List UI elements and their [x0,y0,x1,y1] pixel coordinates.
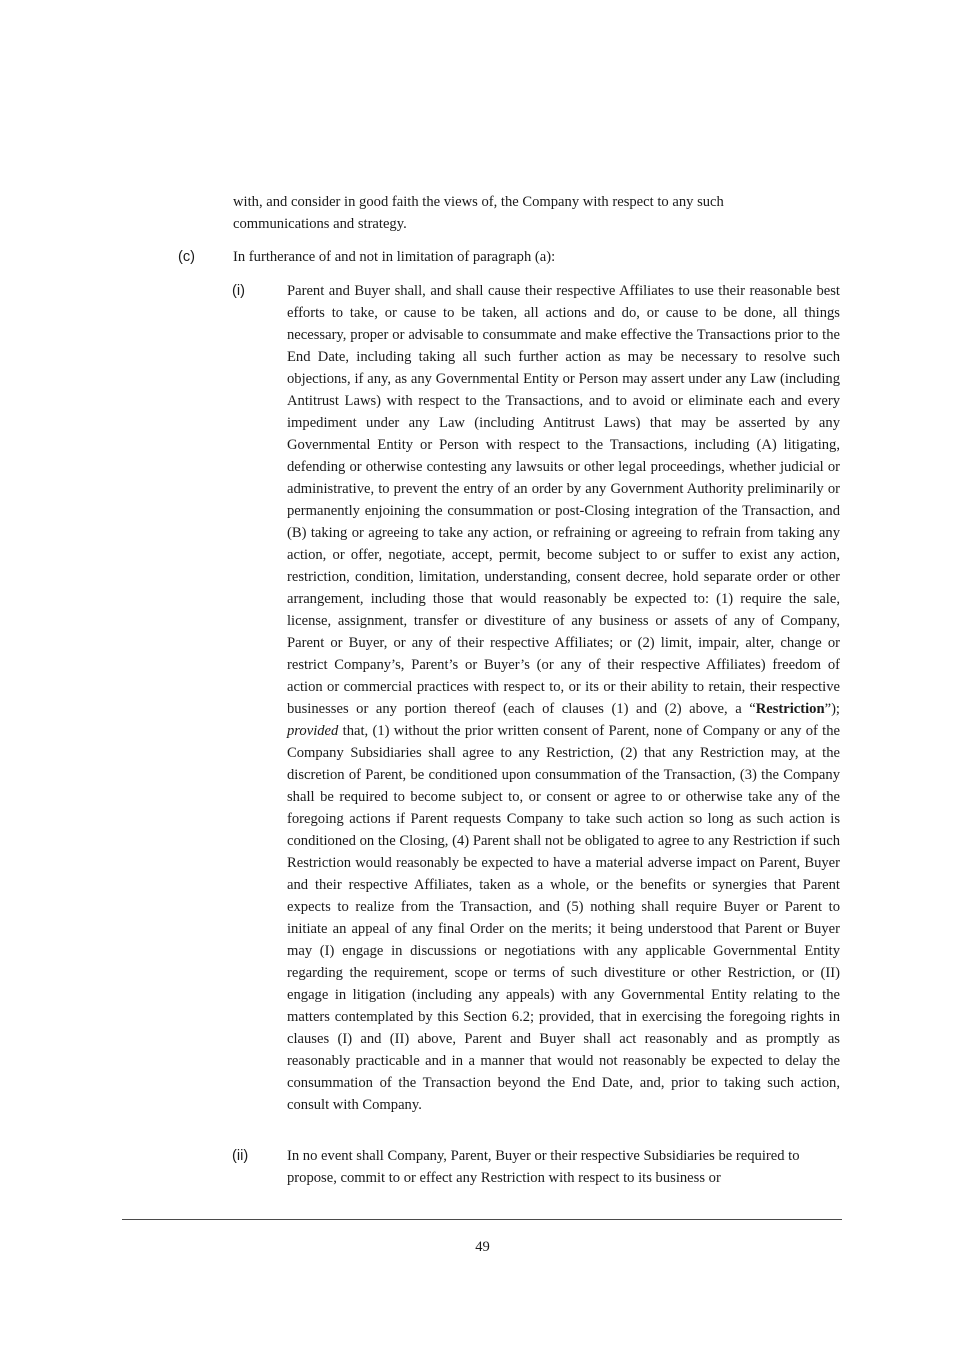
defined-term-restriction: Restriction [755,701,825,717]
item-i-text-part2: ”); [824,701,840,717]
item-ii-label: (ii) [232,1148,249,1164]
proviso-word: provided [287,723,339,739]
item-i-text-part1: Parent and Buyer shall, and shall cause their respective Affiliates to use their reasonable best efforts to take, or cause to be taken, all actions and do, or cause to be done, all things necessary, proper or advisable to consummate and make effective the Transactions prior to the End Date, including taking all such further action as may be necessary to resolve such objections, if any, as any Governmental Entity or Person may assert under any Law (including Antitrust Laws) with respect to the Transactions, and to avoid or eliminate each and every impediment under any Law (including Antitrust Laws) that may be asserted by any Governmental Entity or Person with respect to the Transactions, including (A) litigating, defending or otherwise contesting any lawsuits or other legal proceedings, whether judicial or administrative, to prevent the entry of an order by any Government Authority preliminarily or permanently enjoining the consummation or post-Closing integration of the Transaction, and (B) taking or agreeing to take any action, or refraining or agreeing to refrain from taking any action, or offer, negotiate, accept, permit, become subject to or suffer to exist any action, restriction, condition, limitation, understanding, consent decree, hold separate order or other arrangement, including those that would reasonably be expected to: (1) require the sale, license, assignment, transfer or divestiture of any business or assets of any of Company, Parent or Buyer, or any of their respective Affiliates; or (2) limit, impair, alter, change or restrict Company’s, Parent’s or Buyer’s (or any of their respective Affiliates) freedom of action or commercial practices with respect to, or its or their ability to retain, their respective businesses or any portion thereof (each of clauses (1) and (2) above, a “ [287,283,840,717]
item-ii-paragraph: In no event shall Company, Parent, Buyer or their respective Subsidiaries be required to propose, commit to or effect any Restriction with respect to its business or [287,1148,800,1186]
item-i-paragraph [287,280,840,1116]
continuation-paragraph: with, and consider in good faith the views of, the Company with respect to any such communications and strategy. [233,194,724,232]
footer-divider [122,1219,842,1220]
section-c-text: In furtherance of and not in limitation of paragraph (a): [233,249,556,265]
page-number: 49 [475,1239,490,1255]
item-i-text-part3: that, (1) without the prior written consent of Parent, none of Company or any of the Company Subsidiaries shall agree to any Restriction, (2) that any Restriction may, at the discretion of Parent, be conditioned upon consummation of the Transaction, (3) the Company shall be required to become subject to, or consent or agree to or otherwise take any of the foregoing actions if Parent requests Company to take such action so long as such action is conditioned on the Closing, (4) Parent shall not be obligated to agree to any Restriction if such Restriction would reasonably be expected to have a material adverse impact on Parent, Buyer and their respective Affiliates, taken as a whole, or the benefits or synergies that Parent expects to realize from the Transaction, and (5) nothing shall require Buyer or Parent to initiate an appeal of any final Order on the merits; it being understood that Parent or Buyer may (I) engage in discussions or negotiations with any applicable Governmental Entity regarding the requirement, scope or terms of such divestiture or other Restriction, or (II) engage in litigation (including any appeals) with any Governmental Entity relating to the matters contemplated by this Section 6.2; provided, that in exercising the foregoing rights in clauses (I) and (II) above, Parent and Buyer shall act reasonably and as promptly as reasonably practicable and in a manner that would not reasonably be expected to delay the consummation of the Transaction beyond the End Date, and, prior to taking such action, consult with Company. [287,723,840,1113]
item-i-label: (i) [232,283,245,299]
section-c-label: (c) [178,249,196,265]
